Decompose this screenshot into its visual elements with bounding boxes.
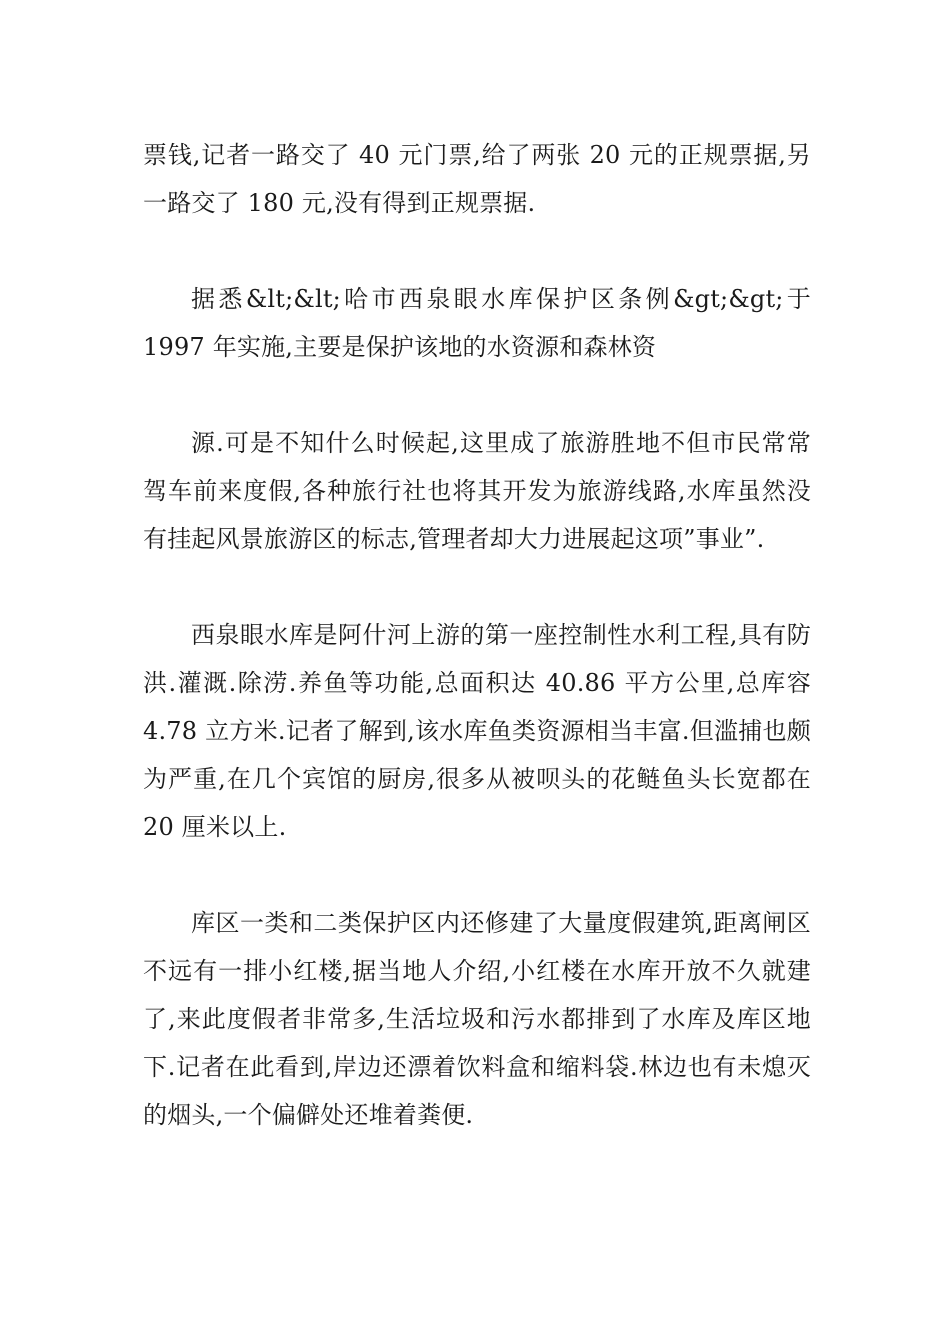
paragraph-3: 源.可是不知什么时候起,这里成了旅游胜地不但市民常常驾车前来度假,各种旅行社也将其开发为旅游线路,水库虽然没有挂起风景旅游区的标志,管理者却大力进展起这项”事业”. xyxy=(143,429,811,553)
paragraph-5: 库区一类和二类保护区内还修建了大量度假建筑,距离闸区不远有一排小红楼,据当地人介绍,小红楼在水库开放不久就建了,来此度假者非常多,生活垃圾和污水都排到了水库及库区地下.记者在此看到,岸边还漂着饮料盒和缩料袋.林边也有未熄灭的烟头,一个偏僻处还堆着粪便. xyxy=(143,909,811,1129)
document-body xyxy=(143,131,811,1139)
paragraph-2: 据悉&lt;&lt;哈市西泉眼水库保护区条例&gt;&gt;于 1997 年实施,主要是保护该地的水资源和森林资 xyxy=(143,285,811,361)
paragraph-gap xyxy=(143,563,811,611)
paragraph-4: 西泉眼水库是阿什河上游的第一座控制性水利工程,具有防洪.灌溉.除涝.养鱼等功能,总面积达 40.86 平方公里,总库容 4.78 立方米.记者了解到,该水库鱼类资源相当丰富.但滥捕也颇为严重,在几个宾馆的厨房,很多从被呗头的花鲢鱼头长宽都在 20 厘米以上. xyxy=(143,621,811,841)
paragraph-gap xyxy=(143,851,811,899)
paragraph-gap xyxy=(143,227,811,275)
paragraph-1: 票钱,记者一路交了 40 元门票,给了两张 20 元的正规票据,另一路交了 180 元,没有得到正规票据. xyxy=(143,141,811,217)
paragraph-gap xyxy=(143,371,811,419)
